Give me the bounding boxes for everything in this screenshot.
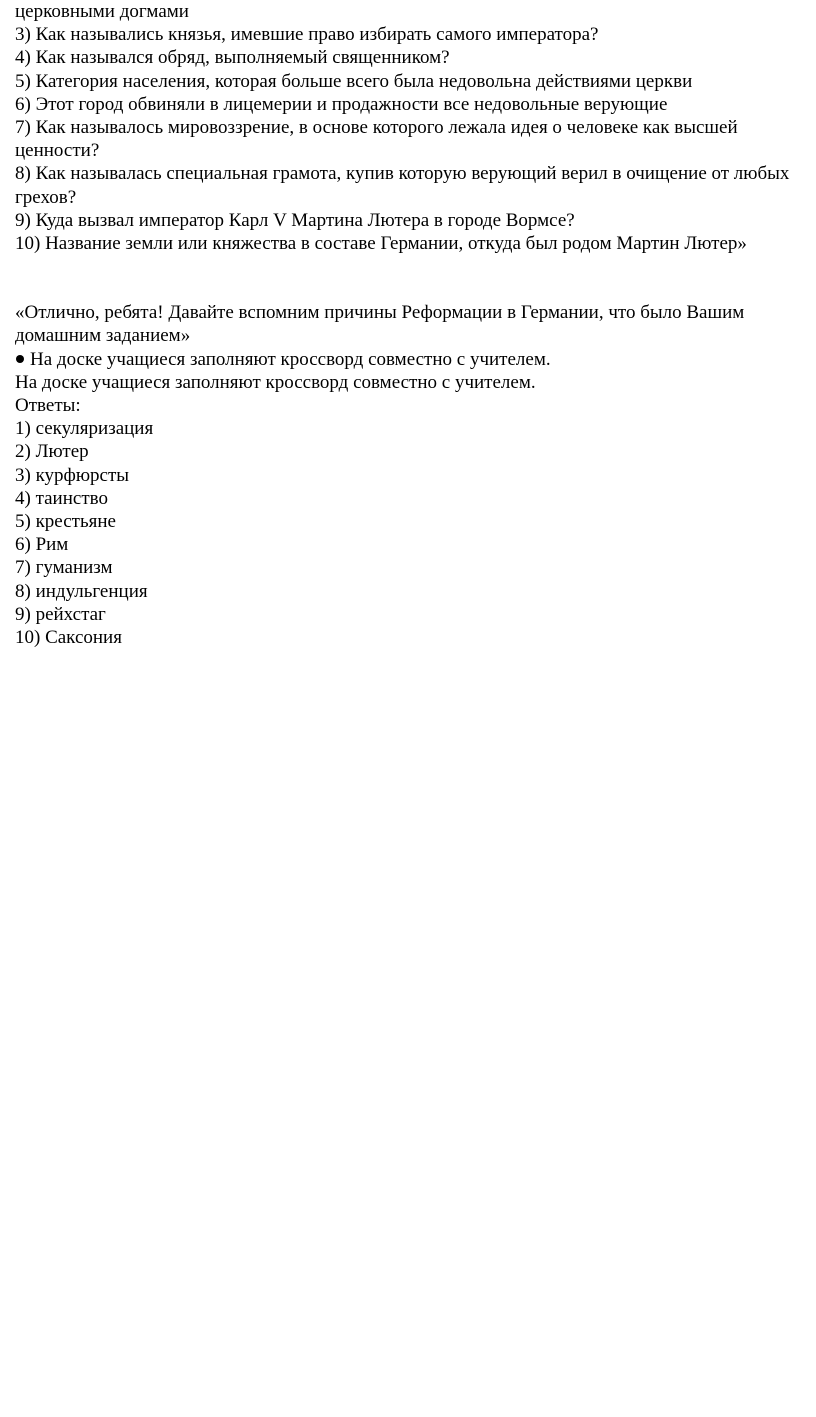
question-line: 9) Куда вызвал император Карл V Мартина Лютера в городе Вормсе? xyxy=(15,209,575,231)
answer-item: 10) Саксония xyxy=(15,627,122,649)
answer-item: 5) крестьяне xyxy=(15,511,116,533)
teacher-prompt: «Отлично, ребята! Давайте вспомним причины Реформации в Германии, что было Вашим домашним заданием» xyxy=(15,302,745,347)
questions-section xyxy=(15,0,805,255)
question-line: 5) Категория населения, которая больше всего была недовольна действиями церкви xyxy=(15,70,693,92)
bullet-icon xyxy=(16,355,24,363)
repeat-text: На доске учащиеся заполняют кроссворд совместно с учителем. xyxy=(15,371,536,393)
question-line: 3) Как назывались князья, имевшие право избирать самого императора? xyxy=(15,24,599,46)
answers-heading: Ответы: xyxy=(15,395,81,417)
answer-item: 4) таинство xyxy=(15,487,108,509)
question-line: 6) Этот город обвиняли в лицемерии и продажности все недовольные верующие xyxy=(15,93,668,115)
question-line: церковными догмами xyxy=(15,1,189,22)
question-line: 10) Название земли или княжества в составе Германии, откуда был родом Мартин Лютер» xyxy=(15,233,747,255)
answer-item: 7) гуманизм xyxy=(15,557,113,579)
answers-list xyxy=(15,417,805,649)
answer-item: 3) курфюрсты xyxy=(15,464,130,486)
bullet-item xyxy=(15,348,805,371)
question-line: 7) Как называлось мировоззрение, в основе которого лежала идея о человеке как высшей ценности? xyxy=(15,117,738,162)
question-line: 4) Как назывался обряд, выполняемый священником? xyxy=(15,47,450,69)
answer-item: 2) Лютер xyxy=(15,441,89,463)
answer-item: 6) Рим xyxy=(15,534,69,556)
answer-item: 8) индульгенция xyxy=(15,580,148,602)
answer-item: 9) рейхстаг xyxy=(15,603,106,625)
paragraph-spacer xyxy=(15,255,805,301)
bullet-item-text: На доске учащиеся заполняют кроссворд совместно с учителем. xyxy=(30,348,551,370)
question-line: 8) Как называлась специальная грамота, купив которую верующий верил в очищение от любых грехов? xyxy=(15,163,790,208)
document-page xyxy=(15,0,805,649)
answer-item: 1) секуляризация xyxy=(15,418,154,440)
